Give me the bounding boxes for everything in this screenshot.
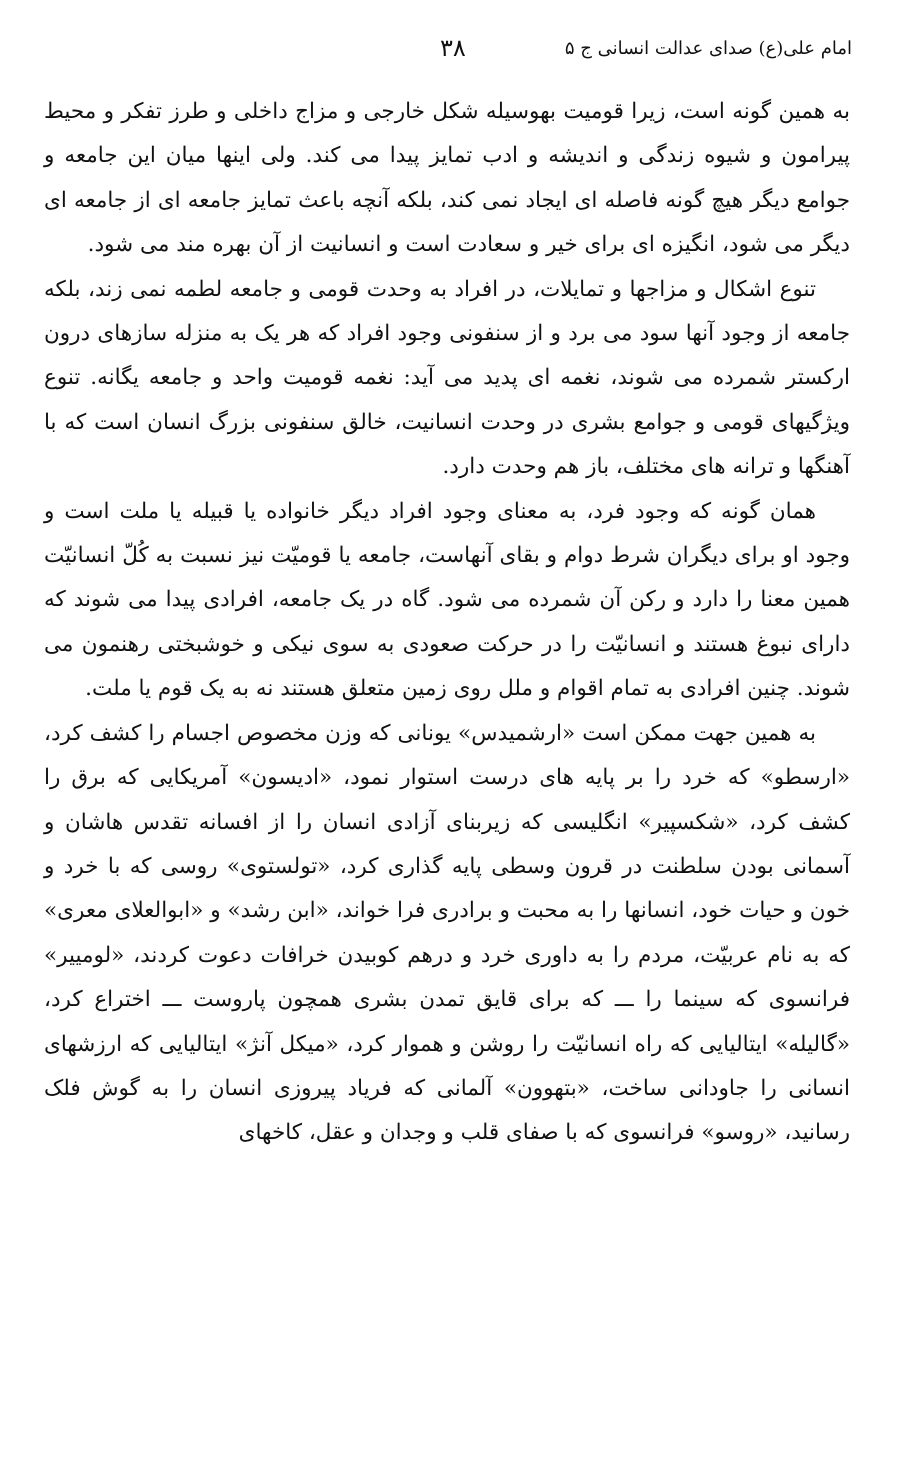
body-text	[44, 90, 850, 1156]
paragraph-4: به همین جهت ممکن است «ارشمیدس» یونانی که وزن مخصوص اجسام را کشف کرد، «ارسطو» که خرد را بر پایه های درست استوار نمود، «ادیسون» آمریکایی که برق را کشف کرد، «شکسپیر» انگلیسی که زیربنای آزادی انسان را از افسانه تقدس هاشان و آسمانی بودن سلطنت در قرون وسطی پایه گذاری کرد، «تولستوی» روسی که با خرد و خون و حیات خود، انسانها را به محبت و برادری فرا خواند، «ابن رشد» و «ابوالعلای معری» که به نام عربیّت، مردم را به داوری خرد و درهم کوبیدن خرافات دعوت کردند، «لومییر» فرانسوی که سینما را ـــ که برای قایق تمدن بشری همچون پاروست ـــ اختراع کرد، «گالیله» ایتالیایی که راه انسانیّت را روشن و هموار کرد، «میکل آنژ» ایتالیایی که ارزشهای انسانی را جاودانی ساخت، «بتهوون» آلمانی که فریاد پیروزی انسان را به گوش فلک رسانید، «روسو» فرانسوی که با صفای قلب و وجدان و عقل، کاخهای	[44, 720, 850, 1146]
paragraph-2: تنوع اشکال و مزاجها و تمایلات، در افراد به وحدت قومی و جامعه لطمه نمی زند، بلکه جامعه از وجود آنها سود می برد و از سنفونی وجود افراد که هر یک به منزله سازهای درون ارکستر شمرده می شوند، نغمه ای پدید می آید: نغمه قومیت واحد و جامعه یگانه. تنوع ویژگیهای قومی و جوامع بشری در وحدت انسانیت، خالق سنفونی بزرگ انسان است که با آهنگها و ترانه های مختلف، باز هم وحدت دارد.	[44, 276, 850, 480]
paragraph-1: به همین گونه است، زیرا قومیت بهوسیله شکل خارجی و مزاج داخلی و طرز تفکر و محیط پیرامون و شیوه زندگی و اندیشه و ادب تمایز پیدا می کند. ولی اینها میان این جامعه و جوامع دیگر هیچ گونه فاصله ای ایجاد نمی کند، بلکه آنچه باعث تمایز جامعه ای از جامعه ای دیگر می شود، انگیزه ای برای خیر و سعادت است و انسانیت از آن بهره مند می شود.	[44, 99, 850, 258]
paragraph-3: همان گونه که وجود فرد، به معنای وجود افراد دیگر خانواده یا قبیله یا ملت است و وجود او برای دیگران شرط دوام و بقای آنهاست، جامعه یا قومیّت نیز نسبت به کُلّ انسانیّت همین معنا را دارد و رکن آن شمرده می شود. گاه در یک جامعه، افرادی پیدا می شوند که دارای نبوغ هستند و انسانیّت را در حرکت صعودی به سوی نیکی و خوشبختی رهنمون می شوند. چنین افرادی به تمام اقوام و ملل روی زمین متعلق هستند نه به یک قوم یا ملت.	[44, 498, 850, 702]
running-title: امام علی(ع) صدای عدالت انسانی ج ۵	[564, 38, 852, 59]
page-number: ۳۸	[440, 34, 466, 62]
page-header	[42, 34, 852, 74]
